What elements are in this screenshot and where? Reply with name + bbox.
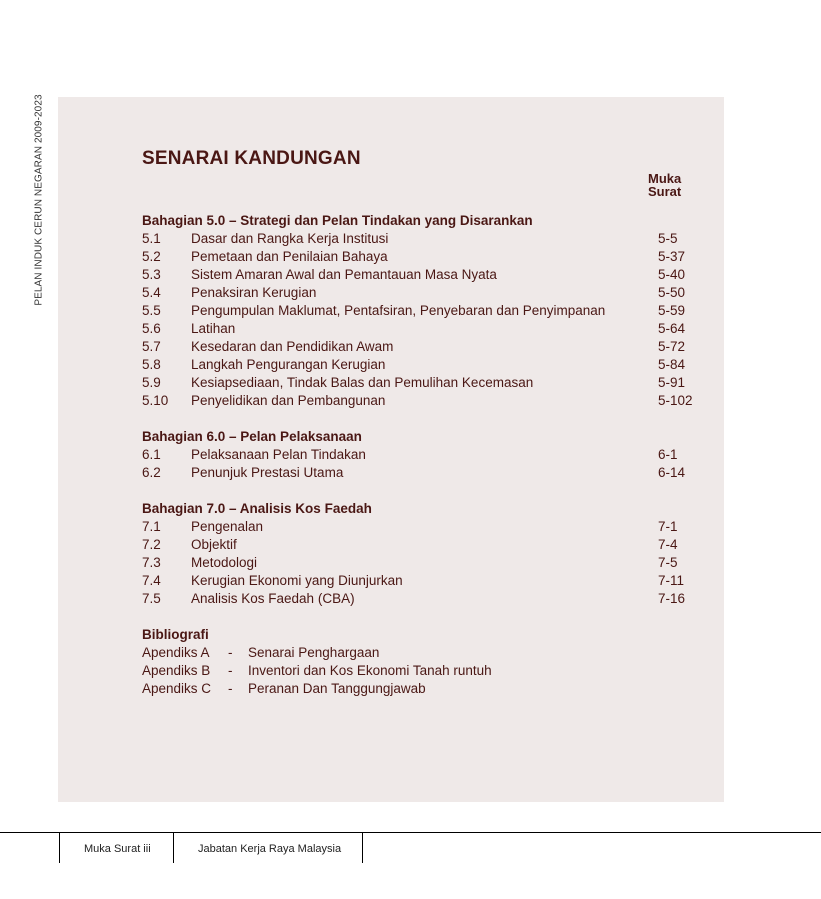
entry-page: 5-50 — [658, 285, 686, 300]
page-title: SENARAI KANDUNGAN — [142, 148, 361, 169]
section-heading: Bahagian 5.0 – Strategi dan Pelan Tindakan yang Disarankan — [142, 213, 533, 228]
appendix-title: Senarai Penghargaan — [248, 645, 380, 660]
toc-entry[interactable] — [142, 518, 712, 536]
entry-number: 7.4 — [142, 573, 161, 588]
entry-title: Penyelidikan dan Pembangunan — [191, 393, 386, 408]
appendix-title: Inventori dan Kos Ekonomi Tanah runtuh — [248, 663, 492, 678]
entry-page: 5-72 — [658, 339, 686, 354]
appendix-dash: - — [228, 645, 233, 660]
footer-divider — [59, 832, 60, 863]
entry-page: 5-64 — [658, 321, 686, 336]
bibliography-heading: Bibliografi — [142, 627, 209, 642]
entry-title: Penunjuk Prestasi Utama — [191, 465, 344, 480]
section-heading: Bahagian 6.0 – Pelan Pelaksanaan — [142, 429, 362, 444]
entry-title: Sistem Amaran Awal dan Pemantauan Masa Nyata — [191, 267, 497, 282]
entry-page: 7-4 — [658, 537, 678, 552]
entry-page: 7-1 — [658, 519, 678, 534]
entry-number: 5.7 — [142, 339, 161, 354]
entry-title: Latihan — [191, 321, 236, 336]
toc-entry[interactable] — [142, 590, 712, 608]
entry-title: Objektif — [191, 537, 237, 552]
entry-title: Pengenalan — [191, 519, 264, 534]
toc-section — [142, 212, 712, 410]
entry-title: Analisis Kos Faedah (CBA) — [191, 591, 355, 606]
appendix-dash: - — [228, 663, 233, 678]
entry-number: 5.5 — [142, 303, 161, 318]
toc-entry[interactable] — [142, 230, 712, 248]
entry-page: 5-84 — [658, 357, 686, 372]
appendix-code: Apendiks A — [142, 645, 210, 660]
entry-number: 7.1 — [142, 519, 161, 534]
entry-page: 5-91 — [658, 375, 686, 390]
toc-entry[interactable] — [142, 356, 712, 374]
toc-entry[interactable] — [142, 464, 712, 482]
footer-divider — [173, 832, 174, 863]
entry-title: Kerugian Ekonomi yang Diunjurkan — [191, 573, 403, 588]
page-column-header-line1: Muka — [648, 171, 682, 186]
entry-title: Pengumpulan Maklumat, Pentafsiran, Penyebaran dan Penyimpanan — [191, 303, 606, 318]
footer-divider — [362, 832, 363, 863]
entry-page: 7-16 — [658, 591, 686, 606]
entry-title: Kesiapsediaan, Tindak Balas dan Pemulihan Kecemasan — [191, 375, 534, 390]
footer-rule — [0, 832, 821, 833]
entry-page: 5-37 — [658, 249, 686, 264]
toc-entry[interactable] — [142, 392, 712, 410]
toc-entry[interactable] — [142, 338, 712, 356]
entry-page: 6-1 — [658, 447, 678, 462]
entry-title: Kesedaran dan Pendidikan Awam — [191, 339, 394, 354]
entry-title: Metodologi — [191, 555, 258, 570]
entry-number: 5.10 — [142, 393, 169, 408]
entry-title: Pemetaan dan Penilaian Bahaya — [191, 249, 388, 264]
entry-page: 7-11 — [658, 573, 685, 588]
entry-page: 6-14 — [658, 465, 686, 480]
footer-page-label: Muka Surat iii — [84, 843, 151, 855]
entry-number: 5.3 — [142, 267, 161, 282]
entry-page: 5-59 — [658, 303, 686, 318]
entry-number: 6.1 — [142, 447, 161, 462]
entry-title: Pelaksanaan Pelan Tindakan — [191, 447, 366, 462]
entry-number: 5.9 — [142, 375, 161, 390]
entry-page: 7-5 — [658, 555, 678, 570]
entry-number: 5.6 — [142, 321, 161, 336]
toc-section — [142, 428, 712, 482]
toc-entry[interactable] — [142, 320, 712, 338]
toc-entry[interactable] — [142, 302, 712, 320]
appendix-row[interactable] — [142, 680, 712, 698]
appendix-code: Apendiks B — [142, 663, 211, 678]
section-heading: Bahagian 7.0 – Analisis Kos Faedah — [142, 501, 372, 516]
page-column-header-line2: Surat — [648, 184, 682, 199]
entry-title: Langkah Pengurangan Kerugian — [191, 357, 386, 372]
entry-number: 6.2 — [142, 465, 161, 480]
entry-number: 7.3 — [142, 555, 161, 570]
entry-title: Dasar dan Rangka Kerja Institusi — [191, 231, 389, 246]
entry-page: 5-5 — [658, 231, 678, 246]
appendix-title: Peranan Dan Tanggungjawab — [248, 681, 426, 696]
entry-number: 5.2 — [142, 249, 161, 264]
entry-number: 5.1 — [142, 231, 161, 246]
appendix-row[interactable] — [142, 644, 712, 662]
toc-section — [142, 500, 712, 608]
toc-entry[interactable] — [142, 536, 712, 554]
toc-entry[interactable] — [142, 554, 712, 572]
entry-number: 5.4 — [142, 285, 161, 300]
toc-entry[interactable] — [142, 374, 712, 392]
footer-org: Jabatan Kerja Raya Malaysia — [198, 843, 342, 855]
entry-number: 7.5 — [142, 591, 161, 606]
entry-title: Penaksiran Kerugian — [191, 285, 317, 300]
toc-entry[interactable] — [142, 284, 712, 302]
entry-number: 5.8 — [142, 357, 161, 372]
toc-entry[interactable] — [142, 446, 712, 464]
page-column-header — [648, 172, 681, 198]
toc-entry[interactable] — [142, 248, 712, 266]
side-running-title: PELAN INDUK CERUN NEGARAN 2009-2023 — [33, 94, 45, 306]
toc-entry[interactable] — [142, 266, 712, 284]
appendix-row[interactable] — [142, 662, 712, 680]
appendix-code: Apendiks C — [142, 681, 212, 696]
entry-page: 5-40 — [658, 267, 686, 282]
toc-entry[interactable] — [142, 572, 712, 590]
entry-number: 7.2 — [142, 537, 161, 552]
appendix-dash: - — [228, 681, 233, 696]
bibliography-section — [142, 626, 712, 698]
entry-page: 5-102 — [658, 393, 693, 408]
table-of-contents — [142, 212, 712, 716]
